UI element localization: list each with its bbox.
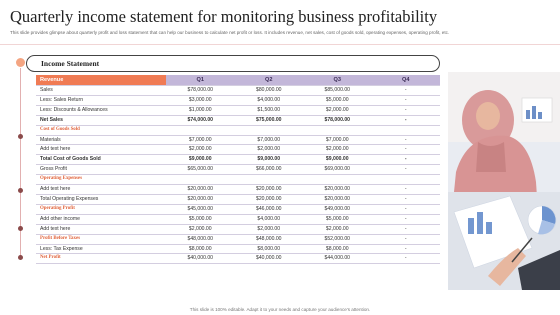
row-label: Total Operating Expenses (36, 194, 166, 204)
q4-value: - (372, 105, 441, 115)
column-header-q3: Q3 (303, 75, 372, 86)
table-row (36, 155, 440, 165)
q1-value: $48,000.00 (166, 234, 235, 244)
q2-value: $20,000.00 (235, 194, 304, 204)
q4-value: - (372, 145, 441, 155)
table-row (36, 145, 440, 155)
table-row (36, 105, 440, 115)
q3-value: $8,000.00 (303, 244, 372, 254)
q1-value: $20,000.00 (166, 194, 235, 204)
q2-value: $2,000.00 (235, 224, 304, 234)
row-label: Cost of Goods Sold (36, 125, 166, 135)
section-title: Income Statement (41, 59, 100, 68)
q4-value: - (372, 204, 441, 214)
timeline-marker-icon (18, 255, 23, 260)
tab-dot-icon (16, 58, 25, 67)
column-header-q4: Q4 (372, 75, 441, 86)
table-row (36, 185, 440, 195)
business-photo (448, 72, 560, 290)
timeline-marker-icon (18, 134, 23, 139)
q1-value: $2,000.00 (166, 145, 235, 155)
table-row (36, 214, 440, 224)
q4-value: - (372, 135, 441, 145)
table-row (36, 194, 440, 204)
table-row (36, 125, 440, 135)
q4-value: - (372, 214, 441, 224)
q1-value: $65,000.00 (166, 165, 235, 175)
q2-value: $40,000.00 (235, 254, 304, 264)
q1-value: $78,000.00 (166, 86, 235, 96)
q1-value: $3,000.00 (166, 95, 235, 105)
table-row (36, 86, 440, 96)
row-label: Add text here (36, 145, 166, 155)
q1-value (166, 175, 235, 185)
q3-value: $2,000.00 (303, 145, 372, 155)
q4-value: - (372, 194, 441, 204)
q1-value (166, 125, 235, 135)
q4-value: - (372, 115, 441, 125)
q2-value: $8,000.00 (235, 244, 304, 254)
q3-value: $2,000.00 (303, 105, 372, 115)
q3-value: $85,000.00 (303, 86, 372, 96)
q3-value: $44,000.00 (303, 254, 372, 264)
row-label: Add other income (36, 214, 166, 224)
q4-value: - (372, 244, 441, 254)
q3-value: $49,000.00 (303, 204, 372, 214)
q1-value: $7,000.00 (166, 135, 235, 145)
q2-value: $1,500.00 (235, 105, 304, 115)
column-header-q1: Q1 (166, 75, 235, 86)
q4-value: - (372, 165, 441, 175)
row-label: Sales (36, 86, 166, 96)
row-label: Operating Profit (36, 204, 166, 214)
q3-value: $20,000.00 (303, 185, 372, 195)
q2-value: $80,000.00 (235, 86, 304, 96)
table-row (36, 234, 440, 244)
q3-value: $5,000.00 (303, 95, 372, 105)
q3-value (303, 125, 372, 135)
title-divider (0, 44, 560, 45)
section-tab (26, 55, 440, 72)
q2-value: $4,000.00 (235, 95, 304, 105)
table-row (36, 254, 440, 264)
q2-value: $75,000.00 (235, 115, 304, 125)
q4-value: - (372, 95, 441, 105)
row-label: Add text here (36, 185, 166, 195)
q1-value: $40,000.00 (166, 254, 235, 264)
table-row (36, 244, 440, 254)
row-label: Less: Sales Return (36, 95, 166, 105)
q4-value (372, 125, 441, 135)
q1-value: $45,000.00 (166, 204, 235, 214)
q3-value: $5,000.00 (303, 214, 372, 224)
q3-value: $52,000.00 (303, 234, 372, 244)
q4-value (372, 175, 441, 185)
table-row (36, 224, 440, 234)
q1-value: $5,000.00 (166, 214, 235, 224)
q1-value: $74,000.00 (166, 115, 235, 125)
column-header-revenue: Revenue (36, 75, 166, 86)
row-label: Net Sales (36, 115, 166, 125)
timeline-marker-icon (18, 226, 23, 231)
table-row (36, 175, 440, 185)
table-row (36, 165, 440, 175)
q3-value: $7,000.00 (303, 135, 372, 145)
row-label: Net Profit (36, 254, 166, 264)
q1-value: $8,000.00 (166, 244, 235, 254)
table-row (36, 135, 440, 145)
row-label: Less: Tax Expense (36, 244, 166, 254)
table-header-row (36, 75, 440, 86)
q3-value: $9,000.00 (303, 155, 372, 165)
q3-value (303, 175, 372, 185)
row-label: Gross Profit (36, 165, 166, 175)
q1-value: $1,000.00 (166, 105, 235, 115)
table-row (36, 95, 440, 105)
q4-value: - (372, 185, 441, 195)
q2-value (235, 175, 304, 185)
q4-value: - (372, 224, 441, 234)
q2-value: $7,000.00 (235, 135, 304, 145)
row-label: Add text here (36, 224, 166, 234)
row-label: Profit Before Taxes (36, 234, 166, 244)
footer-note: This slide is 100% editable. Adapt it to your needs and capture your audience's attention. (189, 307, 371, 312)
row-label: Less: Discounts & Allowances (36, 105, 166, 115)
page-subtitle: This slide provides glimpse about quarterly profit and loss statement that can help our business to calculate net profit or loss. It includes revenue, net sales, cost of goods sold, operating expenses, operating profit, etc. (10, 30, 450, 35)
q2-value (235, 125, 304, 135)
row-label: Materials (36, 135, 166, 145)
page-title: Quarterly income statement for monitoring business profitability (10, 7, 438, 26)
q3-value: $20,000.00 (303, 194, 372, 204)
q4-value: - (372, 254, 441, 264)
income-statement-table (36, 75, 440, 264)
q2-value: $4,000.00 (235, 214, 304, 224)
q1-value: $9,000.00 (166, 155, 235, 165)
q1-value: $20,000.00 (166, 185, 235, 195)
q2-value: $66,000.00 (235, 165, 304, 175)
q4-value: - (372, 86, 441, 96)
office-meeting-image (448, 72, 560, 290)
q3-value: $69,000.00 (303, 165, 372, 175)
q2-value: $2,000.00 (235, 145, 304, 155)
q2-value: $9,000.00 (235, 155, 304, 165)
q2-value: $20,000.00 (235, 185, 304, 195)
q2-value: $46,000.00 (235, 204, 304, 214)
timeline-marker-icon (18, 188, 23, 193)
q3-value: $78,000.00 (303, 115, 372, 125)
q1-value: $2,000.00 (166, 224, 235, 234)
q4-value: - (372, 155, 441, 165)
table-row (36, 115, 440, 125)
row-label: Operating Expenses (36, 175, 166, 185)
table-row (36, 204, 440, 214)
q4-value: - (372, 234, 441, 244)
q3-value: $2,000.00 (303, 224, 372, 234)
q2-value: $48,000.00 (235, 234, 304, 244)
column-header-q2: Q2 (235, 75, 304, 86)
row-label: Total Cost of Goods Sold (36, 155, 166, 165)
